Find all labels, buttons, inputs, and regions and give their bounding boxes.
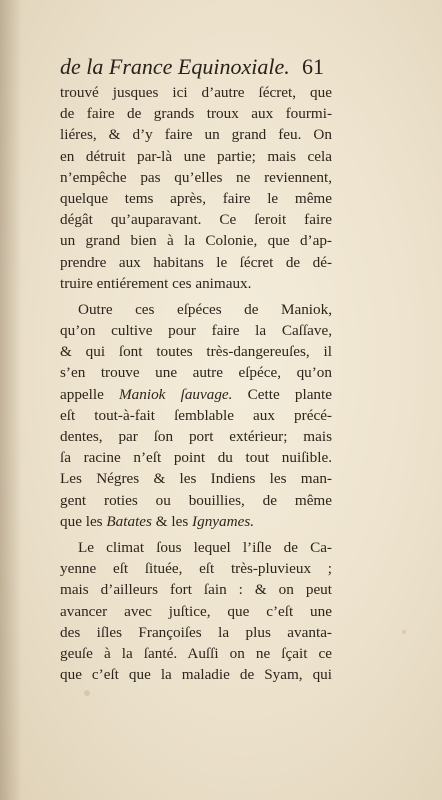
text-line: qu’on cultive pour faire la Caſſave, [60, 322, 332, 340]
text-line: gent roties ou bouillies, de même [60, 491, 332, 509]
text-line: prendre aux habitans le ſécret de dé- [60, 253, 332, 271]
text-line: n’empêche pas qu’elles ne reviennent, [60, 168, 332, 186]
text-run: Cette plante [232, 385, 332, 403]
text-line: Les Négres & les Indiens les man- [60, 470, 332, 488]
text-line: eſt tout-à-fait ſemblable aux précé- [60, 406, 332, 424]
text-line: Le climat ſous lequel l’iſle de Ca- [78, 538, 332, 556]
text-line: que c’eſt que la maladie de Syam, qui [60, 666, 332, 684]
italic-term: Ignyames. [192, 512, 255, 530]
text-line: ſa racine n’eſt point du tout nuiſible. [60, 449, 332, 467]
text-line: dentes, par ſon port extérieur; mais [60, 428, 332, 445]
text-line: Outre ces eſpéces de Maniok, [78, 300, 332, 318]
text-line: geuſe à la ſanté. Auſſi on ne ſçait ce [60, 644, 332, 662]
text-run: que les [60, 512, 107, 530]
text-line: des iſles Françoiſes la plus avanta- [60, 623, 332, 641]
text-line: dégât qu’auparavant. Ce ſeroit faire [60, 211, 332, 229]
text-line: s’en trouve une autre eſpéce, qu’on [60, 364, 332, 382]
text-line: un grand bien à la Colonie, que d’ap- [60, 232, 332, 250]
text-line: & qui ſont toutes très-dangereuſes, il [60, 343, 332, 361]
text-line: en détruit par-là une partie; mais cela [60, 147, 332, 165]
italic-term: Maniok ſauvage. [119, 385, 233, 403]
text-line: quelque tems après, faire le même [60, 189, 332, 207]
text-line [60, 511, 332, 532]
text-run: & les [151, 512, 193, 530]
text-line: liéres, & d’y faire un grand feu. On [60, 126, 332, 144]
body-text [60, 82, 332, 685]
paper-foxing-spot [402, 630, 406, 634]
text-line: avancer avec juſtice, que c’eſt une [60, 602, 332, 620]
gutter-shadow [0, 0, 22, 800]
paper-foxing-spot [84, 690, 90, 696]
text-line: de faire de grands troux aux fourmi- [60, 105, 332, 123]
running-title: de la France Equinoxiale. [60, 54, 290, 79]
italic-term: Batates [106, 512, 152, 530]
page-number: 61 [302, 54, 324, 79]
text-line: mais d’ailleurs fort ſain : & on peut [60, 581, 332, 599]
text-line: trouvé jusques ici d’autre ſécret, que [60, 84, 332, 101]
text-line: truire entiérement ces animaux. [60, 274, 252, 292]
text-line: yenne eſt ſituée, eſt très-pluvieux ; [60, 560, 332, 578]
text-line [60, 384, 332, 405]
text-run: appelle [60, 385, 120, 403]
